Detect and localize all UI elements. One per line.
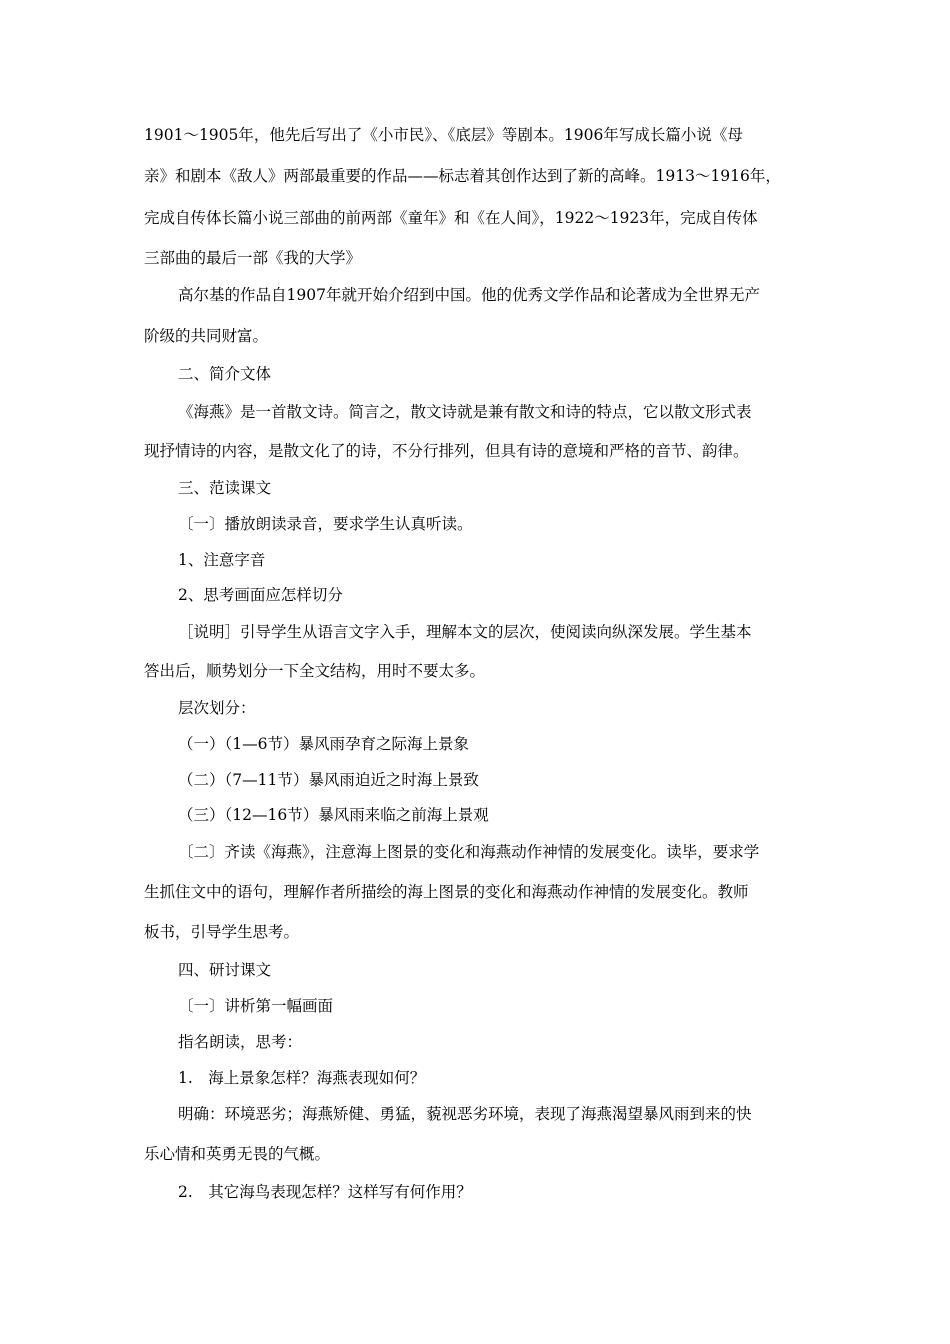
paragraph-line: 亲》和剧本《敌人》两部最重要的作品——标志着其创作达到了新的高峰。1913～1916年， bbox=[144, 167, 781, 185]
paragraph-line: 2、思考画面应怎样切分 bbox=[178, 586, 343, 604]
paragraph-line: 现抒情诗的内容，是散文化了的诗，不分行排列，但具有诗的意境和严格的音节、韵律。 bbox=[144, 442, 749, 460]
section-heading: 二、简介文体 bbox=[178, 365, 272, 383]
list-item: 2. 其它海鸟表现怎样？这样写有何作用？ bbox=[178, 1183, 472, 1201]
paragraph-line: 高尔基的作品自1907年就开始介绍到中国。他的优秀文学作品和论著成为全世界无产 bbox=[178, 286, 760, 304]
paragraph-line: 层次划分： bbox=[178, 699, 256, 717]
list-item: （三）（12—16节）暴风雨来临之前海上景观 bbox=[178, 806, 489, 824]
paragraph-line: 明确：环境恶劣；海燕矫健、勇猛，藐视恶劣环境，表现了海燕渴望暴风雨到来的快 bbox=[178, 1105, 752, 1123]
paragraph-line: 指名朗读，思考： bbox=[178, 1033, 303, 1051]
section-heading: 四、研讨课文 bbox=[178, 961, 272, 979]
paragraph-line: 《海燕》是一首散文诗。简言之，散文诗就是兼有散文和诗的特点，它以散文形式表 bbox=[178, 403, 752, 421]
paragraph-line: 生抓住文中的语句，理解作者所描绘的海上图景的变化和海燕动作神情的发展变化。教师 bbox=[144, 883, 749, 901]
paragraph-line: 〔一〕讲析第一幅画面 bbox=[178, 997, 334, 1015]
paragraph-line: 三部曲的最后一部《我的大学》 bbox=[144, 249, 362, 267]
paragraph-line: 1901～1905年，他先后写出了《小市民》、《底层》等剧本。1906年写成长篇小说《母 bbox=[144, 126, 743, 144]
list-item: 1. 海上景象怎样？海燕表现如何？ bbox=[178, 1069, 426, 1087]
paragraph-line: 板书，引导学生思考。 bbox=[144, 923, 300, 941]
paragraph-line: 〔一〕播放朗读录音，要求学生认真听读。 bbox=[178, 515, 473, 533]
paragraph-line: ［说明］引导学生从语言文字入手，理解本文的层次，使阅读向纵深发展。学生基本 bbox=[178, 623, 752, 641]
section-heading: 三、范读课文 bbox=[178, 479, 272, 497]
paragraph-line: 1、注意字音 bbox=[178, 551, 266, 569]
list-item: （一）（1—6节）暴风雨孕育之际海上景象 bbox=[178, 735, 469, 753]
paragraph-line: 完成自传体长篇小说三部曲的前两部《童年》和《在人间》，1922～1923年，完成自传体 bbox=[144, 209, 758, 227]
paragraph-line: 答出后，顺势划分一下全文结构，用时不要太多。 bbox=[144, 662, 486, 680]
paragraph-line: 〔二〕齐读《海燕》，注意海上图景的变化和海燕动作神情的发展变化。读毕，要求学 bbox=[178, 843, 760, 861]
list-item: （二）（7—11节）暴风雨迫近之时海上景致 bbox=[178, 771, 479, 789]
paragraph-line: 乐心情和英勇无畏的气概。 bbox=[144, 1145, 331, 1163]
paragraph-line: 阶级的共同财富。 bbox=[144, 327, 269, 345]
